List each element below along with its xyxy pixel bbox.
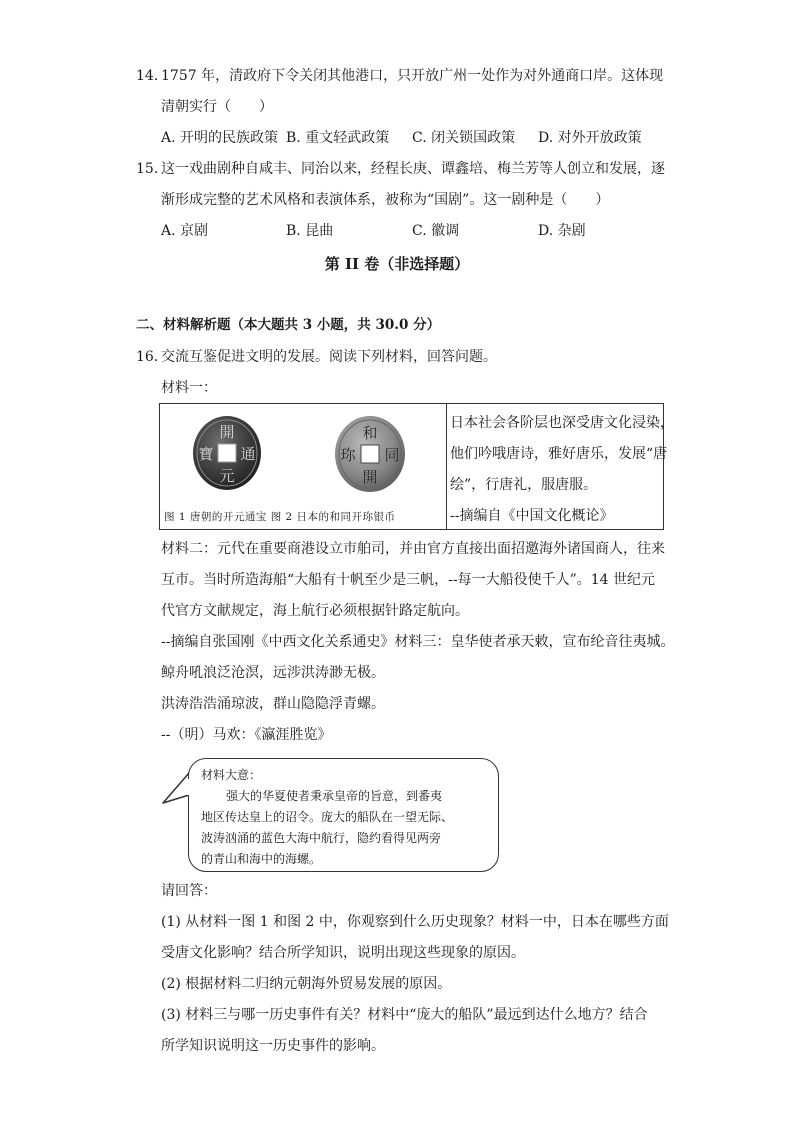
section-2-title: 二、材料解析题（本大题共 3 小题，共 30.0 分）	[136, 317, 441, 333]
kaiyuan-tongbao-coin-image	[192, 414, 262, 492]
coin2-char-bottom: 開	[362, 468, 378, 486]
material-1-text-line: 绘”，行唐礼，服唐服。	[450, 477, 598, 493]
material-1-label: 材料一：	[161, 380, 217, 396]
answer-label: 请回答：	[161, 883, 217, 899]
question-14-option-d[interactable]: D. 对外开放政策	[538, 130, 642, 146]
bubble-title: 材料大意：	[201, 768, 262, 782]
question-15-stem-line2: 渐形成完整的艺术风格和表演体系，被称为“国剧”。这一剧种是（ ）	[161, 192, 610, 208]
question-14-stem-line1: 1757 年，清政府下令关闭其他港口，只开放广州一处作为对外通商口岸。这体现	[161, 68, 664, 84]
question-15-option-a[interactable]: A. 京剧	[161, 223, 209, 239]
bubble-line: 波涛汹涌的蓝色大海中航行，隐约看得见两旁	[201, 831, 442, 845]
question-16-number: 16.	[136, 349, 159, 365]
material-1-source: --摘编自《中国文化概论》	[450, 508, 614, 524]
sub-question-1-line1: (1) 从材料一图 1 和图 2 中，你观察到什么历史现象？材料一中，日本在哪些方面	[161, 914, 669, 930]
table-divider	[446, 404, 447, 529]
material-1-table	[159, 403, 674, 530]
question-14-number: 14.	[136, 68, 159, 84]
coin2-char-top: 和	[362, 424, 378, 442]
material-3-verse-2: 洪涛浩浩涌琼波，群山隐隐浮青螺。	[161, 696, 385, 712]
material-2-line3: 代官方文献规定，海上航行必须根据针路定航向。	[161, 603, 469, 619]
material-1-text	[450, 408, 674, 532]
material-1-images	[160, 404, 446, 529]
question-15-option-c[interactable]: C. 徽调	[412, 223, 460, 239]
material-1-text-line: 日本社会各阶层也深受唐文化浸染，	[450, 415, 674, 431]
material-3-source: --（明）马欢：《瀛涯胜览》	[161, 727, 332, 743]
question-14-option-b[interactable]: B. 重文轻武政策	[286, 130, 390, 146]
part-2-title: 第 II 卷（非选择题）	[324, 255, 470, 273]
material-2-line2: 互市。当时所造海船“大船有十帆至少是三帆，--每一大船役使千人”。14 世纪元	[161, 572, 656, 588]
question-14-option-c[interactable]: C. 闭关锁国政策	[412, 130, 516, 146]
material-1-text-line: 他们吟哦唐诗，雅好唐乐，发展“唐	[450, 446, 668, 462]
coin2-char-right: 同	[384, 446, 400, 464]
question-15-stem-line1: 这一戏曲剧种自咸丰、同治以来，经程长庚、谭鑫培、梅兰芳等人创立和发展，逐	[161, 161, 665, 177]
coin1-char-left: 寶	[198, 445, 214, 463]
question-14-option-a[interactable]: A. 开明的民族政策	[161, 130, 279, 146]
material-3-verse-1: 鲸舟吼浪泛沧溟，远涉洪涛渺无极。	[161, 665, 385, 681]
question-16-intro: 交流互鉴促进文明的发展。阅读下列材料，回答问题。	[161, 349, 497, 365]
wadokaichin-coin-image	[334, 414, 406, 494]
material-2-line1: 材料二：元代在重要商港设立市舶司，并由官方直接出面招邀海外诸国商人，往来	[161, 541, 665, 557]
material-1-caption: 图 1 唐朝的开元通宝 图 2 日本的和同开珎银币	[164, 511, 396, 523]
sub-question-3-line1: (3) 材料三与哪一历史事件有关？材料中“庞大的船队”最远到达什么地方？结合	[161, 1007, 648, 1023]
question-15-number: 15.	[136, 161, 159, 177]
sub-question-1-line2: 受唐文化影响？结合所学知识，说明出现这些现象的原因。	[161, 945, 525, 961]
coin1-char-top: 開	[219, 423, 235, 441]
bubble-line: 地区传达皇上的诏令。庞大的船队在一望无际、	[201, 810, 454, 824]
sub-question-3-line2: 所学知识说明这一历史事件的影响。	[161, 1038, 385, 1054]
question-15-option-b[interactable]: B. 昆曲	[286, 223, 334, 239]
bubble-tail-joint	[187, 779, 191, 795]
material-meaning-bubble	[188, 758, 499, 872]
bubble-line: 的青山和海中的海螺。	[201, 852, 322, 866]
bubble-line: 强大的华夏使者秉承皇帝的旨意，到番夷	[226, 789, 443, 803]
coin1-char-bottom: 元	[219, 467, 235, 485]
question-15-option-d[interactable]: D. 杂剧	[538, 223, 586, 239]
question-14-stem-line2: 清朝实行（ ）	[161, 99, 273, 115]
material-2-source-material-3: --摘编自张国刚《中西文化关系通史》材料三：皇华使者承天敕，宣布纶音往夷城。	[161, 634, 675, 650]
coin2-char-left: 珎	[340, 446, 356, 464]
coin1-char-right: 通	[240, 445, 256, 463]
sub-question-2: (2) 根据材料二归纳元朝海外贸易发展的原因。	[161, 976, 452, 992]
bubble-text	[201, 765, 491, 870]
